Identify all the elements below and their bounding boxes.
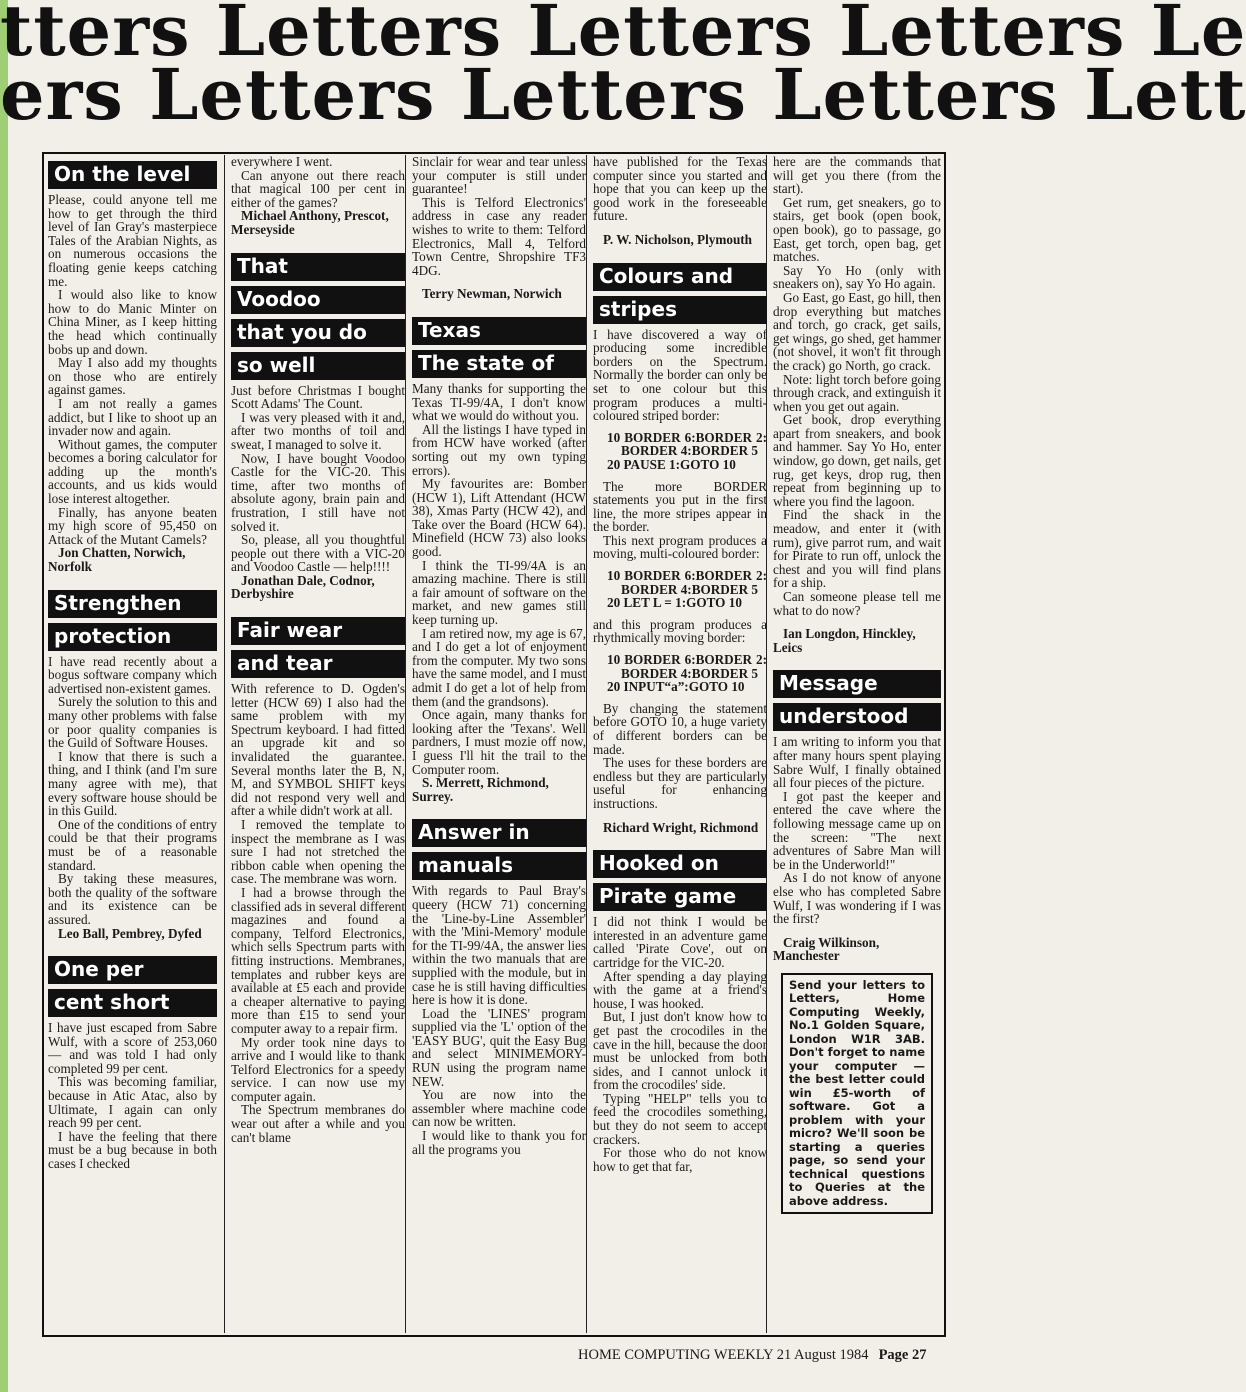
listing-line: 20 INPUT“a”:GOTO 10: [607, 679, 745, 695]
paragraph: May I also add my thoughts on those who are entirely against games.: [48, 355, 217, 398]
signature: Terry Newman, Norwich: [422, 286, 562, 302]
column-rule: [405, 155, 406, 1333]
paragraph: By taking these measures, both the quality of the software and its existence can be assured.: [48, 871, 217, 927]
paragraph: Typing "HELP" tells you to feed the crocodiles something, but they do not seem to accept crackers.: [593, 1090, 767, 1147]
paragraph: Sinclair for wear and tear unless your computer is still under guarantee!: [412, 154, 586, 197]
paragraph: Please, could anyone tell me how to get through the third level of Ian Gray's masterpiece Tales of the Arabian Nights, as on numerous occasions the floating genie keeps catching me.: [48, 192, 217, 289]
send-letters-notice: Send your letters to Letters, Home Computing Weekly, No.1 Golden Square, London W1R 3AB. Don't forget to name your computer — the best letter could win £5-worth of software. Got a problem with your micro? We'll soon be starting a queries page, so send your technical questions to Queries at the above address.: [781, 973, 933, 1215]
paragraph: But, I just don't know how to get past the crocodiles in the cave in the hill, because the door must be unlocked from both sides, and I cannot unlock it from the crocodiles' side.: [593, 1009, 767, 1093]
column-rule: [224, 155, 225, 1333]
heading-fair-wear: Fair wear: [231, 617, 405, 645]
program-listing-1: [593, 431, 767, 472]
paragraph: Say Yo Ho (only with sneakers on), say Yo Ho again.: [773, 262, 941, 292]
paragraph: have published for the Texas computer since you started and hope that you can keep up the good work in the foreseeable future.: [593, 154, 767, 224]
paragraph: The more BORDER statements you put in the first line, the more stripes appear in the border.: [593, 478, 767, 535]
page-footer: [578, 1347, 926, 1364]
letters-banner-top: tters Letters Letters Letters Le: [0, 0, 1246, 72]
paragraph: One of the conditions of entry could be that their programs must be of a reasonable standard.: [48, 816, 217, 873]
paragraph: I am not really a games addict, but I like to shoot up an invader now and again.: [48, 395, 217, 439]
signature: Jon Chatten, Norwich, Norfolk: [48, 545, 186, 575]
paragraph: By changing the statement before GOTO 10, a huge variety of different borders can be made.: [593, 700, 767, 757]
paragraph: Get rum, get sneakers, go to stairs, get book (open book, open book), go to passage, go East, get torch, open bag, get matches.: [773, 194, 941, 265]
heading-texas: Texas: [412, 317, 586, 345]
paragraph: The Spectrum membranes do wear out after a while and you can't blame: [231, 1102, 405, 1145]
paragraph: With regards to Paul Bray's queery (HCW 71) concerning the 'Line-by-Line Assembler' with the 'Mini-Memory' module for the TI-99/4A, the answer lies within the two manuals that are supplied with the module, but in case he is still having difficulties here is how it is done.: [412, 883, 586, 1008]
signature: S. Merrett, Richmond, Surrey.: [412, 775, 549, 804]
paragraph: You are now into the assembler where machine code can now be written.: [412, 1087, 586, 1130]
paragraph: I am retired now, my age is 67, and I do get a lot of enjoyment from the computer. My two sons have the same model, and I must admit I do get a lot of help from them (and the grandsons).: [412, 625, 586, 709]
heading-that: That: [231, 253, 405, 281]
paragraph: Many thanks for supporting the Texas TI-99/4A, I don't know what we would do without you.: [412, 380, 586, 424]
paragraph: Get book, drop everything apart from sneakers, and book and hammer. Say Yo Ho, enter window, go down, get nails, get rug, get keys, drop rug, then repeat from beginning up to where you find the lagoon.: [773, 412, 941, 509]
page-number: Page 27: [878, 1347, 927, 1363]
heading-pirate-game: Pirate game: [593, 883, 767, 911]
paragraph: Can anyone out there reach that magical 100 per cent in either of the games?: [231, 167, 405, 210]
heading-message: Message: [773, 670, 941, 698]
column-1: [48, 155, 217, 1335]
heading-strengthen: Strengthen: [48, 590, 217, 618]
listing-line: 10 BORDER 6:BORDER 2: BORDER 4:BORDER 5: [607, 652, 767, 681]
column-3: [412, 155, 586, 1335]
signature: Michael Anthony, Prescot, Merseyside: [231, 208, 389, 237]
paragraph: I think the TI-99/4A is an amazing machine. There is still a fair amount of software on the market, and new games still keep turning up.: [412, 557, 586, 628]
heading-understood: understood: [773, 703, 941, 731]
paragraph: With reference to D. Ogden's letter (HCW 69) I also had the same problem with my Spectrum keyboard. I had fitted an upgrade kit and so invalidated the guarantee. Several months later the B, N, M, and SYMBOL SHIFT keys did not respond very well and after a while didn't work at all.: [231, 681, 405, 819]
heading-answer-in: Answer in: [412, 819, 586, 847]
page-edge-strip: [0, 0, 8, 1392]
heading-cent-short: cent short: [48, 989, 217, 1017]
heading-the-state-of: The state of: [412, 350, 586, 378]
heading-one-per: One per: [48, 956, 217, 984]
paragraph: For those who do not know how to get that far,: [593, 1145, 767, 1174]
paragraph: So, please, all you thoughtful people out there with a VIC-20 and Voodoo Castle — help!!!!: [231, 532, 405, 575]
paragraph: I did not think I would be interested in an adventure game called 'Pirate Cove', out on cartridge for the VIC-20.: [593, 914, 767, 970]
paragraph: I would like to thank you for all the programs you: [412, 1128, 586, 1157]
paragraph: Surely the solution to this and many other problems with false or poor quality companies is the Guild of Software Houses.: [48, 694, 217, 751]
column-5: [773, 155, 941, 1335]
heading-stripes: stripes: [593, 296, 767, 324]
letters-banner-bottom: ers Letters Letters Letters Lett: [0, 53, 1246, 136]
paragraph: As I do not know of anyone else who has completed Sabre Wulf, I was wondering if I was the first?: [773, 870, 941, 927]
paragraph: I have read recently about a bogus software company which advertised non-existent games.: [48, 653, 217, 696]
signature: P. W. Nicholson, Plymouth: [603, 231, 753, 247]
paragraph: All the listings I have typed in from HCW have worked (after sorting out my own typing errors).: [412, 421, 586, 478]
paragraph: Without games, the computer becomes a boring calculator for adding up the month's accounts, and us kids would lose interest altogether.: [48, 436, 217, 507]
heading-and-tear: and tear: [231, 650, 405, 678]
paragraph: The uses for these borders are endless but they are particularly useful for enhancing instructions.: [593, 755, 767, 811]
program-listing-2: [593, 569, 767, 610]
column-2: [231, 155, 405, 1335]
listing-line: 10 BORDER 6:BORDER 2: BORDER 4:BORDER 5: [607, 429, 767, 459]
paragraph: Can someone please tell me what to do now?: [773, 589, 941, 618]
heading-so-well: so well: [231, 352, 405, 380]
paragraph: This is Telford Electronics' address in case any reader wishes to write to them: Telford Electronics, Mall 4, Telford Town Centre, Shropshire TF3 4DG.: [412, 194, 586, 278]
paragraph: I know that there is such a thing, and I think (and I'm sure many agree with me), that every software house should be in this Guild.: [48, 748, 217, 819]
paragraph: I have the feeling that there must be a bug because in both cases I checked: [48, 1128, 217, 1172]
paragraph: After spending a day playing with the game at a friend's house, I was hooked.: [593, 968, 767, 1011]
paragraph: I was very pleased with it and, after two months of toil and sweat, I managed to solve it.: [231, 409, 405, 452]
paragraph: Go East, go East, go hill, then drop everything but matches and torch, go crack, get sails, get wings, go shed, get hammer (not shovel, it won't fit through the crack) go North, go crack.: [773, 289, 941, 373]
listing-line: 20 PAUSE 1:GOTO 10: [607, 456, 736, 472]
signature: Craig Wilkinson, Manchester: [773, 934, 880, 964]
paragraph: I had a browse through the classified ads in several different magazines and found a company, Telford Electronics, which sells Spectrum parts with fitting instructions. Membranes, templates and rubber keys are available at £5 each and provide a cheaper alternative to paying more than £15 to send your computer away to a repair firm.: [231, 884, 405, 1036]
paragraph: This next program produces a moving, multi-coloured border:: [593, 532, 767, 562]
paragraph: Note: light torch before going through crack, and extinguish it when you get out again.: [773, 371, 941, 414]
heading-manuals: manuals: [412, 852, 586, 880]
heading-protection: protection: [48, 623, 217, 651]
paragraph: Just before Christmas I bought Scott Adams' The Count.: [231, 382, 405, 412]
paragraph: I am writing to inform you that after many hours spent playing Sabre Wulf, I finally obtained all four pieces of the picture.: [773, 734, 941, 791]
paragraph: Once again, many thanks for looking after the 'Texans'. Well pardners, I must mozie off now, I guess I'll hit the trail to the Computer room.: [412, 707, 586, 777]
signature: Ian Longdon, Hinckley, Leics: [773, 626, 916, 655]
heading-colours-and: Colours and: [593, 263, 767, 291]
paragraph: here are the commands that will get you there (from the start).: [773, 154, 941, 197]
paragraph: I have just escaped from Sabre Wulf, with a score of 253,060 — and was told I had only completed 99 per cent.: [48, 1020, 217, 1076]
heading-hooked-on: Hooked on: [593, 850, 767, 878]
paragraph: and this program produces a rhythmically moving border:: [593, 616, 767, 646]
column-4: [593, 155, 767, 1335]
heading-on-the-level: On the level: [48, 161, 217, 189]
signature: Jonathan Dale, Codnor, Derbyshire: [231, 572, 375, 602]
heading-that-you-do: that you do: [231, 319, 405, 347]
publication-line: HOME COMPUTING WEEKLY 21 August 1984: [578, 1347, 869, 1363]
paragraph: everywhere I went.: [231, 154, 333, 169]
paragraph: Finally, has anyone beaten my high score of 95,450 on Attack of the Mutant Camels?: [48, 504, 217, 547]
paragraph: I removed the template to inspect the membrane as I was sure I had not stretched the ribbon cable when opening the case. The membrane was worn.: [231, 817, 405, 887]
paragraph: Now, I have bought Voodoo Castle for the VIC-20. This time, after two months of absolute agony, brain pain and frustration, I still have not solved it.: [231, 450, 405, 534]
listing-line: 10 BORDER 6:BORDER 2: BORDER 4:BORDER 5: [607, 568, 767, 597]
paragraph: My order took nine days to arrive and I would like to thank Telford Electronics for a speedy service. I can now use my computer again.: [231, 1034, 405, 1104]
paragraph: I got past the keeper and entered the cave where the following message came up on the screen: "The next adventures of Sabre Man will be in the Underworld!": [773, 788, 941, 872]
heading-voodoo: Voodoo: [231, 286, 405, 314]
paragraph: This was becoming familiar, because in Atic Atac, also by Ultimate, I again can only reach 99 per cent.: [48, 1074, 217, 1131]
paragraph: Load the 'LINES' program supplied via the 'L' option of the 'EASY BUG', quit the Easy Bug and select MINIMEMORY-RUN using the program name NEW.: [412, 1005, 586, 1089]
signature: Richard Wright, Richmond: [603, 819, 759, 835]
paragraph: I would also like to know how to do Manic Minter on China Miner, as I keep hitting the head which continually bobs up and down.: [48, 287, 217, 357]
program-listing-3: [593, 653, 767, 694]
paragraph: I have discovered a way of producing some incredible borders on the Spectrum. Normally the border can only be set to one colour but this program produces a multi-coloured striped border:: [593, 326, 767, 424]
listing-line: 20 LET L = 1:GOTO 10: [607, 595, 742, 611]
column-rule: [586, 155, 587, 1333]
signature: Leo Ball, Pembrey, Dyfed: [58, 925, 202, 941]
paragraph: My favourites are: Bomber (HCW 1), Lift Attendant (HCW 38), Xmas Party (HCW 42), and Take over the Board (HCW 64). Minefield (HCW 73) also looks good.: [412, 476, 586, 560]
paragraph: Find the shack in the meadow, and enter it (with rum), give parrot rum, and wait for Pirate to run off, unlock the chest and you will find plans for a ship.: [773, 507, 941, 591]
